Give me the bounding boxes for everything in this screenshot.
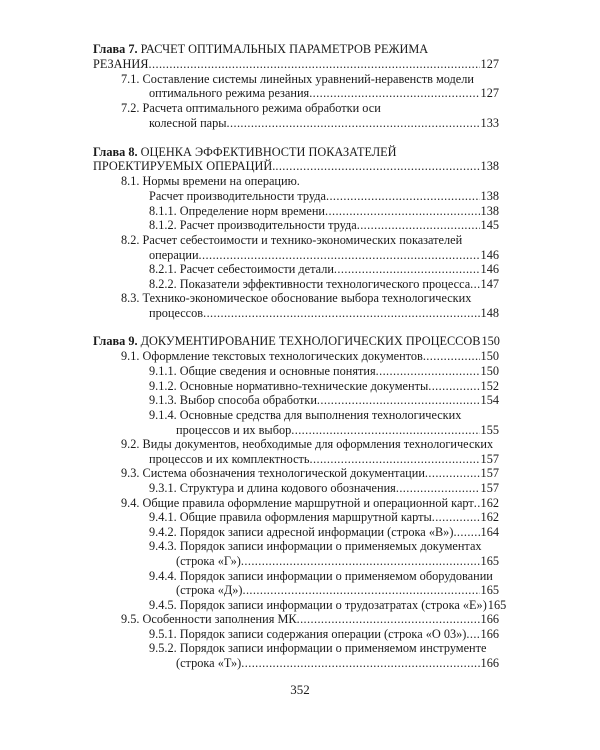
toc-entry-page: 147 [480, 277, 499, 291]
chapter-9-entry[interactable] [93, 334, 499, 348]
toc-entry-9-4-5[interactable] [149, 598, 507, 612]
chapter-8-title-line2: ПРОЕКТИРУЕМЫХ ОПЕРАЦИЙ. [93, 159, 276, 173]
leader-dots [466, 627, 479, 641]
toc-entry-9-4-1[interactable] [149, 510, 499, 524]
chapter-8-label: Глава 8. [93, 145, 138, 159]
toc-entry-page: 138 [480, 189, 499, 203]
toc-entry-text: (строка «Т») [176, 656, 242, 670]
leader-dots [326, 189, 480, 203]
chapter-9-heading [93, 334, 480, 348]
leader-dots [432, 510, 480, 524]
toc-entry-page: 165 [480, 583, 499, 597]
toc-entry-text: 9.4.1. Общие правила оформления маршрутной карты [149, 510, 432, 524]
toc-entry-text: 8.1.1. Определение норм времени [149, 204, 326, 218]
toc-entry-page: 157 [480, 481, 499, 495]
toc-entry-page: 165 [480, 554, 499, 568]
toc-entry-8-1-b[interactable] [149, 189, 499, 203]
toc-entry-page: 146 [480, 248, 499, 262]
page-number: 352 [290, 682, 310, 697]
leader-dots [275, 159, 479, 173]
leader-dots [242, 583, 479, 597]
leader-dots [357, 218, 480, 232]
leader-dots [203, 306, 479, 320]
toc-entry-9-5-1[interactable] [149, 627, 499, 641]
toc-entry-9-3[interactable] [121, 466, 499, 480]
toc-entry-page: 146 [480, 262, 499, 276]
chapter-7-heading [93, 42, 428, 56]
leader-dots [241, 656, 479, 670]
toc-entry-page: 157 [480, 466, 499, 480]
leader-dots [309, 86, 479, 100]
toc-entry-7-2-line2: колесной пары [149, 116, 227, 130]
toc-entry-7-1-line2: оптимального режима резания [149, 86, 310, 100]
toc-entry-8-2-1[interactable] [149, 262, 499, 276]
toc-entry-text: 9.1. Оформление текстовых технологических документов [121, 349, 423, 363]
chapter-8-heading [93, 145, 397, 159]
toc-entry-9-1-4-line1[interactable]: 9.1.4. Основные средства для выполнения технологических [149, 408, 462, 422]
chapter-8-page: 138 [480, 159, 499, 173]
toc-entry-8-1-2[interactable] [149, 218, 499, 232]
toc-entry-9-5[interactable] [121, 612, 499, 626]
toc-entry-text: 9.4.5. Порядок записи информации о трудозатратах (строка «Е») [149, 598, 487, 612]
toc-entry-9-5-2-line1[interactable]: 9.5.2. Порядок записи информации о применяемом инструменте [149, 641, 487, 655]
toc-entry-page: 157 [480, 452, 499, 466]
toc-entry-7-2[interactable] [149, 116, 499, 130]
chapter-9-label: Глава 9. [93, 334, 138, 348]
toc-entry-9-3-1[interactable] [149, 481, 499, 495]
leader-dots [310, 452, 480, 466]
toc-entry-page: 162 [480, 510, 499, 524]
leader-dots [317, 393, 480, 407]
toc-entry-8-2-line1[interactable]: 8.2. Расчет себестоимости и технико-экономических показателей [121, 233, 463, 247]
chapter-8-entry[interactable] [93, 159, 499, 173]
toc-entry-9-5-2[interactable] [176, 656, 499, 670]
leader-dots [227, 116, 480, 130]
leader-dots [470, 277, 479, 291]
chapter-7-title-line2: РЕЗАНИЯ [93, 57, 149, 71]
toc-entry-text: процессов и их выбор [176, 423, 292, 437]
toc-entry-page: 162 [480, 496, 499, 510]
toc-entry-text: 9.1.1. Общие сведения и основные понятия [149, 364, 376, 378]
toc-entry-9-4-3[interactable] [176, 554, 499, 568]
toc-entry-8-2[interactable] [149, 248, 499, 262]
leader-dots [425, 466, 480, 480]
toc-entry-page: 150 [480, 364, 499, 378]
leader-dots [199, 248, 480, 262]
leader-dots [297, 612, 480, 626]
leader-dots [453, 525, 479, 539]
toc-entry-7-1-page: 127 [480, 86, 499, 100]
toc-entry-page: 155 [480, 423, 499, 437]
toc-entry-text: процессов и их комплектность [149, 452, 310, 466]
chapter-7-entry[interactable] [93, 57, 499, 71]
toc-entry-page: 165 [487, 598, 507, 612]
toc-entry-text: 9.5.1. Порядок записи содержания операции (строка «О 03») [149, 627, 467, 641]
toc-entry-text: (строка «Д») [176, 583, 243, 597]
chapter-7-page: 127 [480, 57, 499, 71]
toc-entry-9-2[interactable] [149, 452, 499, 466]
leader-dots [396, 481, 480, 495]
toc-entry-text: 9.1.3. Выбор способа обработки [149, 393, 317, 407]
toc-entry-text: 8.2.2. Показатели эффективности технологического процесса [149, 277, 471, 291]
chapter-7-title-line1: РАСЧЕТ ОПТИМАЛЬНЫХ ПАРАМЕТРОВ РЕЖИМА [140, 42, 429, 56]
toc-entry-page: 154 [480, 393, 499, 407]
toc-entry-9-1-2[interactable] [149, 379, 499, 393]
leader-dots [334, 262, 480, 276]
toc-entry-9-4[interactable] [121, 496, 499, 510]
toc-entry-9-4-2[interactable] [149, 525, 499, 539]
toc-entry-7-1-line1[interactable]: 7.1. Составление системы линейных уравнений-неравенств модели [121, 72, 474, 86]
toc-entry-text: 9.4. Общие правила оформление маршрутной и операционной карт [121, 496, 474, 510]
leader-dots [376, 364, 480, 378]
toc-entry-page: 150 [480, 349, 499, 363]
leader-dots [423, 349, 480, 363]
toc-entry-text: 8.1.2. Расчет производительности труда [149, 218, 357, 232]
toc-entry-text: (строка «Г») [176, 554, 241, 568]
toc-entry-page: 138 [480, 204, 499, 218]
leader-dots [291, 423, 479, 437]
toc-entry-9-4-4[interactable] [176, 583, 499, 597]
toc-entry-page: 166 [480, 627, 499, 641]
leader-dots [149, 57, 480, 71]
toc-entry-8-1[interactable]: 8.1. Нормы времени на операцию. [121, 174, 300, 188]
chapter-9-title: ДОКУМЕНТИРОВАНИЕ ТЕХНОЛОГИЧЕСКИХ ПРОЦЕССОВ [140, 334, 481, 348]
toc-entry-text: 9.4.2. Порядок записи адресной информации (строка «В») [149, 525, 454, 539]
toc-entry-9-1-4[interactable] [176, 423, 499, 437]
toc-entry-page: 166 [480, 612, 499, 626]
toc-entry-text: 9.5. Особенности заполнения МК [121, 612, 297, 626]
toc-entry-page: 166 [480, 656, 499, 670]
toc-entry-page: 145 [480, 218, 499, 232]
toc-entry-text: процессов [149, 306, 204, 320]
toc-entry-8-3[interactable] [149, 306, 499, 320]
toc-entry-9-4-4-line1[interactable]: 9.4.4. Порядок записи информации о применяемом оборудовании [149, 569, 493, 583]
toc-entry-8-3-line1[interactable]: 8.3. Технико-экономическое обоснование выбора технологических [121, 291, 472, 305]
toc-entry-9-4-3-line1[interactable]: 9.4.3. Порядок записи информации о применяемых документах [149, 539, 482, 553]
chapter-9-page: 150 [481, 334, 500, 348]
toc-entry-9-1[interactable] [121, 349, 499, 363]
toc-entry-page: 152 [480, 379, 499, 393]
leader-dots [325, 204, 480, 218]
toc-entry-text: 9.3. Система обозначения технологической документации [121, 466, 425, 480]
chapter-8-title-line1: ОЦЕНКА ЭФФЕКТИВНОСТИ ПОКАЗАТЕЛЕЙ [140, 145, 397, 159]
chapter-7-label: Глава 7. [93, 42, 138, 56]
toc-entry-7-1[interactable] [149, 86, 499, 100]
toc-entry-7-2-page: 133 [480, 116, 499, 130]
leader-dots [241, 554, 480, 568]
toc-entry-page: 164 [480, 525, 499, 539]
toc-entry-text: 9.3.1. Структура и длина кодового обозначения [149, 481, 396, 495]
toc-entry-9-1-1[interactable] [149, 364, 499, 378]
toc-entry-7-2-line1[interactable]: 7.2. Расчета оптимального режима обработки оси [121, 101, 381, 115]
toc-entry-text: Расчет производительности труда [149, 189, 326, 203]
toc-entry-page: 148 [480, 306, 499, 320]
toc-entry-9-2-line1[interactable]: 9.2. Виды документов, необходимые для оформления технологических [121, 437, 494, 451]
toc-entry-8-2-2[interactable] [149, 277, 499, 291]
toc-entry-8-1-1[interactable] [149, 204, 499, 218]
toc-entry-text: операции [149, 248, 199, 262]
toc-entry-text: 8.2.1. Расчет себестоимости детали [149, 262, 334, 276]
leader-dots [428, 379, 479, 393]
toc-entry-9-1-3[interactable] [149, 393, 499, 407]
toc-entry-text: 9.1.2. Основные нормативно-технические документы [149, 379, 429, 393]
